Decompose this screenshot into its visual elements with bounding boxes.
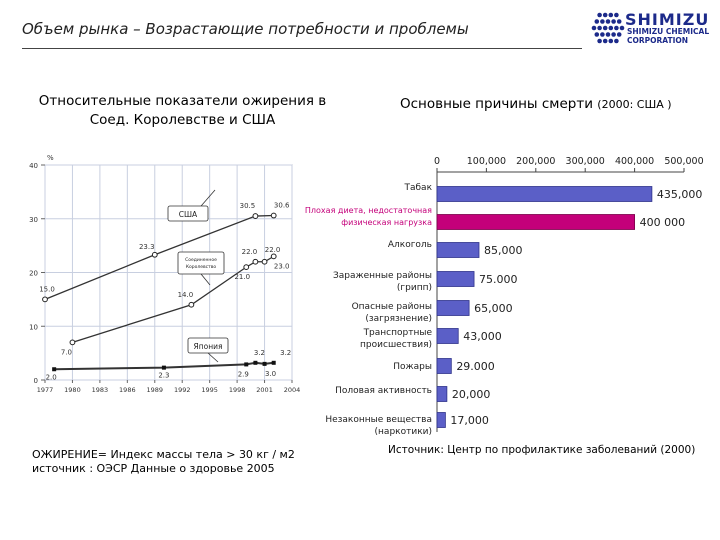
bar (437, 215, 635, 230)
data-label: 23.0 (273, 262, 290, 271)
bar (437, 359, 451, 374)
data-label: 3.0 (264, 369, 277, 378)
category-label: (загрязнение) (365, 314, 432, 324)
callout-label: Япония (193, 342, 223, 351)
category-label: (наркотики) (374, 427, 432, 437)
value-label: 85,000 (483, 244, 523, 257)
bar (437, 272, 474, 287)
footnote-source-left: источник : ОЭСР Данные о здоровье 2005 (32, 462, 275, 475)
x-tick-label: 1998 (228, 386, 246, 394)
category-label: (грипп) (396, 283, 432, 293)
line-chart-heading-line1: Относительные показатели ожирения в (38, 93, 327, 109)
data-label: 2.0 (45, 373, 57, 382)
x-tick-label: 1983 (91, 386, 109, 394)
data-point (70, 340, 75, 345)
y-unit-label: % (47, 154, 54, 162)
data-label: 22.0 (241, 247, 258, 256)
value-label: 435,000 (656, 188, 703, 201)
x-tick-label: 1977 (36, 386, 54, 394)
category-label: Опасные районы (351, 302, 432, 312)
y-tick-label: 0 (33, 377, 38, 385)
category-label: Транспортные (363, 328, 432, 338)
x-tick-label: 200,000 (516, 156, 556, 167)
callout-label: США (178, 210, 198, 219)
value-label: 17,000 (450, 414, 489, 427)
data-label: 30.5 (239, 202, 256, 211)
data-label: 15.0 (39, 285, 55, 294)
line-chart-heading-line2: Соед. Королевстве и США (89, 112, 276, 128)
value-label: 43,000 (463, 330, 502, 343)
data-label: 2.3 (158, 371, 170, 380)
data-point (271, 254, 276, 259)
y-tick-label: 20 (29, 269, 38, 278)
category-label: Пожары (393, 362, 432, 372)
footnote-definition: ОЖИРЕНИЕ= Индекс массы тела > 30 кг / м2 (32, 448, 295, 461)
x-tick-label: 1980 (64, 386, 81, 394)
y-tick-label: 40 (29, 162, 38, 170)
category-label: Зараженные районы (332, 271, 432, 281)
x-tick-label: 300,000 (565, 156, 605, 167)
footnote-source-right: Источник: Центр по профилактике заболеваний (2000) (388, 444, 696, 456)
value-label: 20,000 (451, 388, 491, 401)
x-tick-label: 2004 (283, 386, 301, 394)
callout-label: Королевство (185, 265, 217, 270)
data-point (189, 302, 194, 307)
data-label: 3.2 (253, 348, 265, 357)
logo-name: SHIMIZU (625, 10, 710, 29)
bar-chart-heading-sub: (2000: США ) (597, 98, 672, 111)
data-point (152, 252, 157, 257)
bar (437, 413, 445, 428)
data-label: 3.2 (280, 348, 292, 357)
bar (437, 243, 479, 258)
data-label: 21.0 (234, 273, 251, 282)
x-tick-label: 100,000 (466, 156, 507, 167)
bar-chart-heading-main: Основные причины смерти (400, 96, 593, 112)
data-point (52, 367, 56, 371)
data-label: 7.0 (60, 348, 73, 357)
bar (437, 329, 458, 344)
data-point (244, 362, 248, 366)
value-label: 29.000 (456, 360, 495, 373)
category-label: происшествия) (360, 340, 432, 350)
x-tick-label: 1989 (146, 386, 164, 394)
bar (437, 387, 447, 402)
data-point (253, 361, 257, 365)
data-label: 23.3 (138, 242, 155, 251)
category-label: физическая нагрузка (341, 218, 432, 227)
x-tick-label: 2001 (256, 386, 273, 394)
bar (437, 301, 469, 316)
data-point (272, 361, 276, 365)
data-point (263, 362, 267, 366)
value-label: 65,000 (474, 302, 513, 315)
x-tick-label: 500,000 (664, 156, 704, 167)
value-label: 400 000 (639, 216, 686, 229)
x-tick-label: 1986 (119, 386, 136, 394)
data-label: 2.9 (237, 370, 249, 379)
x-tick-label: 1992 (173, 386, 191, 394)
data-point (271, 213, 276, 218)
y-tick-label: 30 (29, 215, 38, 224)
value-label: 75.000 (479, 273, 518, 286)
category-label: Алкоголь (387, 240, 432, 250)
data-label: 14.0 (177, 290, 194, 299)
logo-subtitle-1: SHIMIZU CHEMICAL (627, 27, 710, 36)
bar (437, 187, 652, 202)
category-label: Половая активность (335, 386, 432, 396)
x-tick-label: 1995 (201, 386, 218, 394)
data-point (262, 259, 267, 264)
category-label: Плохая диета, недостаточная (304, 206, 432, 215)
y-tick-label: 10 (29, 323, 38, 332)
data-point (253, 214, 258, 219)
callout-box (178, 252, 224, 274)
callout-label: Соединенное (185, 258, 217, 263)
category-label: Табак (404, 183, 432, 193)
logo-subtitle-2: CORPORATION (627, 36, 689, 45)
data-label: 22.0 (264, 245, 281, 254)
data-point (43, 297, 48, 302)
data-point (162, 366, 166, 370)
data-label: 30.6 (273, 201, 290, 210)
slide-title: Объем рынка – Возрастающие потребности и проблемы (22, 20, 469, 38)
x-tick-label: 400,000 (614, 156, 655, 167)
category-label: Незаконные вещества (325, 415, 432, 425)
data-point (253, 259, 258, 264)
x-tick-label: 0 (433, 156, 441, 167)
data-point (244, 265, 249, 270)
